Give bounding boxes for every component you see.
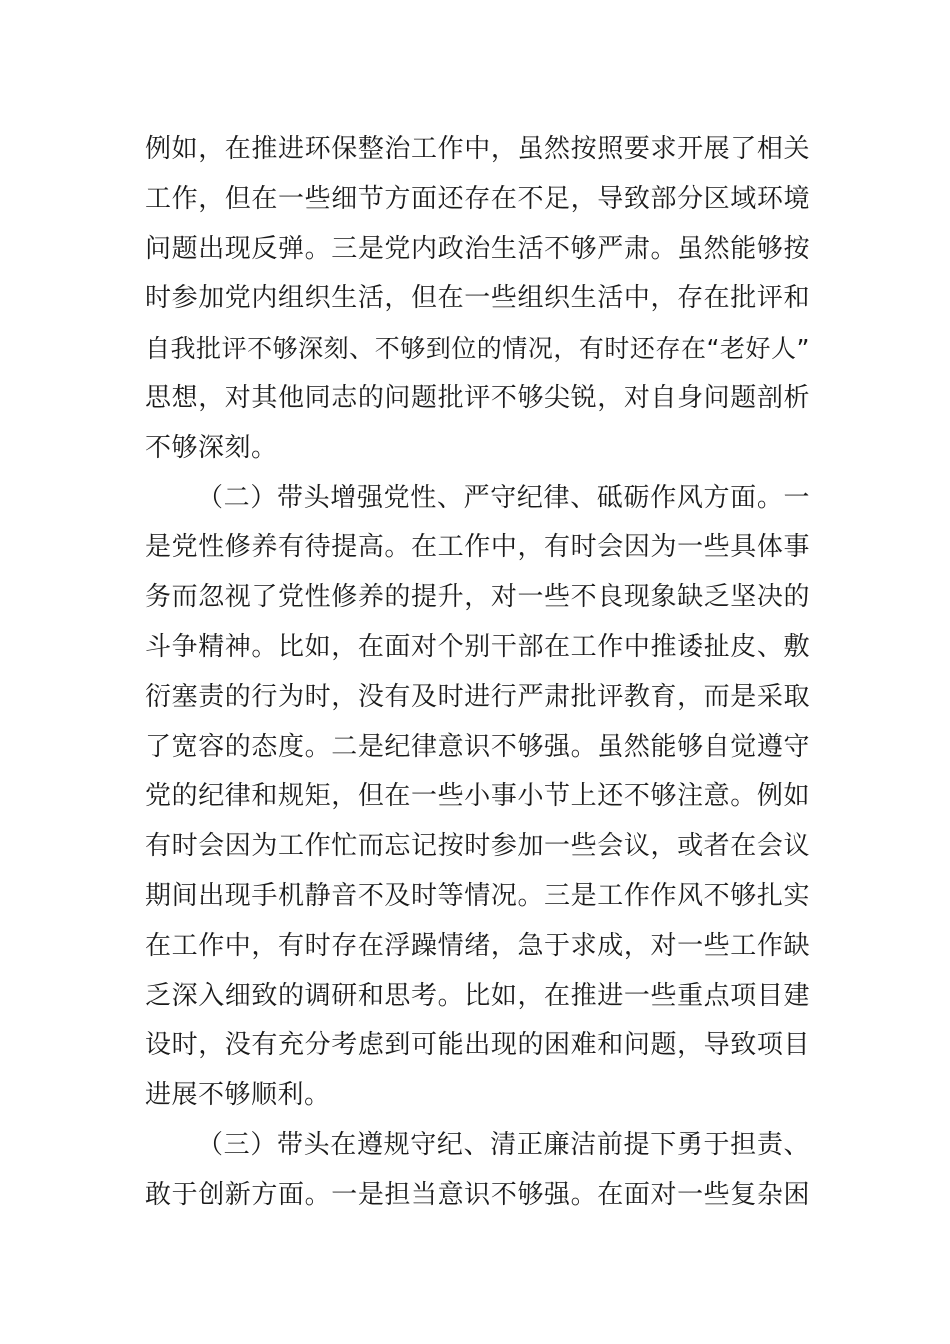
text-line: 进展不够顺利。 xyxy=(145,1080,331,1111)
text-line: 在工作中，有时存在浮躁情绪，急于求成，对一些工作缺 xyxy=(145,930,810,961)
text-line: 问题出现反弹。三是党内政治生活不够严肃。虽然能够按 xyxy=(145,233,810,264)
text-line: （二）带头增强党性、严守纪律、砥砺作风方面。一 xyxy=(197,482,810,513)
document-body xyxy=(145,125,810,1221)
text-line: （三）带头在遵规守纪、清正廉洁前提下勇于担责、 xyxy=(197,1129,810,1160)
text-line: 设时，没有充分考虑到可能出现的困难和问题，导致项目 xyxy=(145,1030,810,1061)
text-line: 乏深入细致的调研和思考。比如，在推进一些重点项目建 xyxy=(145,980,810,1011)
paragraph-3 xyxy=(145,1121,810,1221)
text-line: 工作，但在一些细节方面还存在不足，导致部分区域环境 xyxy=(145,183,810,214)
text-line: 了宽容的态度。二是纪律意识不够强。虽然能够自觉遵守 xyxy=(145,731,810,762)
text-line: 自我批评不够深刻、不够到位的情况，有时还存在“老好人” xyxy=(145,334,810,364)
text-line: 衍塞责的行为时，没有及时进行严肃批评教育，而是采取 xyxy=(145,681,810,712)
text-line: 敢于创新方面。一是担当意识不够强。在面对一些复杂困 xyxy=(145,1179,810,1210)
text-line: 期间出现手机静音不及时等情况。三是工作作风不够扎实 xyxy=(145,880,810,911)
text-line: 党的纪律和规矩，但在一些小事小节上还不够注意。例如 xyxy=(145,781,810,812)
text-line: 例如，在推进环保整治工作中，虽然按照要求开展了相关 xyxy=(145,134,810,164)
text-line: 不够深刻。 xyxy=(145,432,278,463)
paragraph-2 xyxy=(145,474,810,1121)
text-line: 务而忽视了党性修养的提升，对一些不良现象缺乏坚决的 xyxy=(145,582,810,613)
text-line: 思想，对其他同志的问题批评不够尖锐，对自身问题剖析 xyxy=(145,382,810,413)
text-line: 时参加党内组织生活，但在一些组织生活中，存在批评和 xyxy=(145,283,810,314)
paragraph-1 xyxy=(145,125,810,474)
text-line: 斗争精神。比如，在面对个别干部在工作中推诿扯皮、敷 xyxy=(145,631,810,662)
text-line: 有时会因为工作忙而忘记按时参加一些会议，或者在会议 xyxy=(145,831,810,862)
text-line: 是党性修养有待提高。在工作中，有时会因为一些具体事 xyxy=(145,532,810,563)
